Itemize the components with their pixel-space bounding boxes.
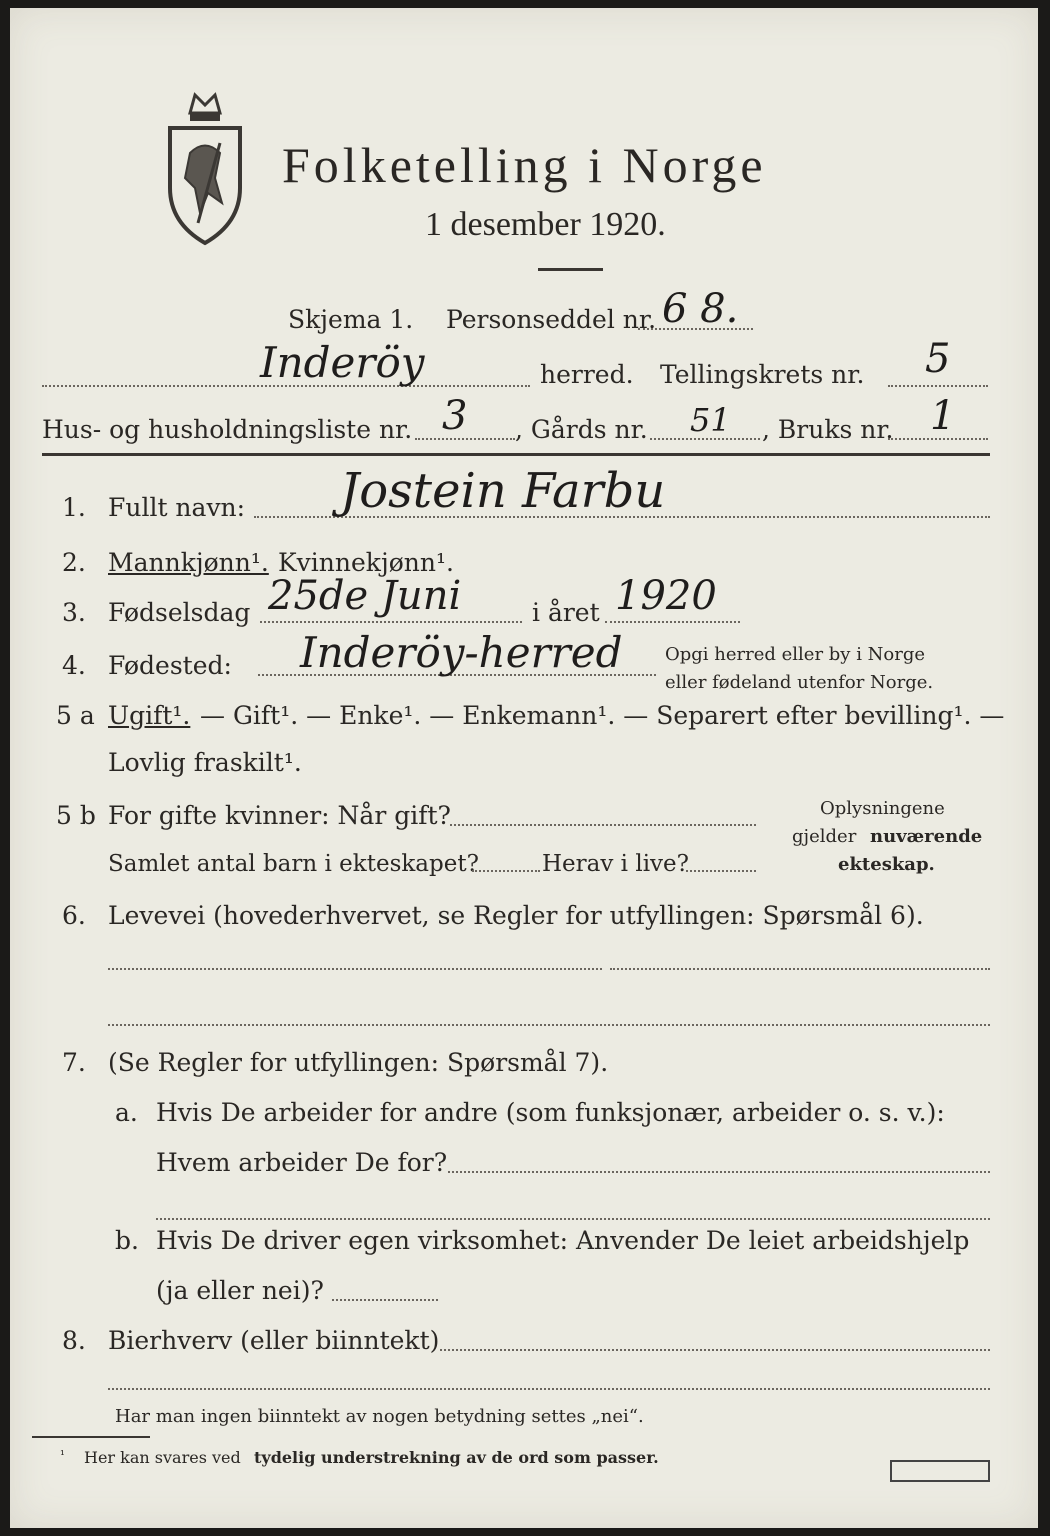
side-income-note: Har man ingen biinntekt av nogen betydning settes „nei“. xyxy=(115,1406,644,1427)
tellingskrets-value: 5 xyxy=(925,336,951,382)
footnote-text-b: tydelig understrekning av de ord som passer. xyxy=(254,1448,659,1467)
hired-help-label: (ja eller nei)? xyxy=(156,1276,324,1305)
tellingskrets-label: Tellingskrets nr. xyxy=(660,360,865,389)
q6-number: 6. xyxy=(62,901,86,930)
occupation-field-1a[interactable] xyxy=(108,968,602,970)
herred-label: herred. xyxy=(540,360,634,389)
q7-number: 7. xyxy=(62,1048,86,1077)
q7a-label: Hvis De arbeider for andre (som funksjonær, arbeider o. s. v.): xyxy=(156,1098,945,1127)
printer-stamp-icon xyxy=(890,1460,990,1482)
footnote-rule xyxy=(32,1436,150,1438)
footnote-mark: ¹ xyxy=(60,1448,65,1462)
birthday-value: 25de Juni xyxy=(268,573,462,619)
q5b-number: 5 b xyxy=(56,801,96,830)
header-rule xyxy=(42,453,990,456)
male-option[interactable]: Mannkjønn¹. xyxy=(108,548,269,577)
q3-year-label: i året xyxy=(532,598,600,627)
children-field[interactable] xyxy=(472,870,540,872)
q7-label: (Se Regler for utfyllingen: Spørsmål 7). xyxy=(108,1048,609,1077)
footnote-text-a: Her kan svares ved xyxy=(84,1448,241,1467)
gards-value: 51 xyxy=(690,401,731,439)
household-list-label: Hus- og husholdningsliste nr. xyxy=(42,415,413,444)
personseddel-value: 6 8. xyxy=(662,286,739,332)
side-income-field-2[interactable] xyxy=(108,1388,990,1390)
q3-number: 3. xyxy=(62,598,86,627)
q2-number: 2. xyxy=(62,548,86,577)
q5a-number: 5 a xyxy=(56,701,95,730)
birthplace-value: Inderöy-herred xyxy=(300,628,623,677)
form-title: Folketelling i Norge xyxy=(282,137,767,193)
birthplace-note-2: eller fødeland utenfor Norge. xyxy=(665,672,934,693)
children-label: Samlet antal barn i ekteskapet? xyxy=(108,851,479,877)
female-option[interactable]: Kvinnekjønn¹. xyxy=(278,548,454,577)
q7b-label: Hvis De driver egen virksomhet: Anvender De leiet arbeidshjelp xyxy=(156,1226,970,1255)
hired-help-field[interactable] xyxy=(332,1299,438,1301)
schema-label: Skjema 1. xyxy=(288,305,414,334)
full-name-value: Jostein Farbu xyxy=(340,463,666,519)
employer-label: Hvem arbeider De for? xyxy=(156,1148,448,1177)
q7a-letter: a. xyxy=(115,1098,138,1127)
unmarried-option[interactable]: Ugift¹. xyxy=(108,701,191,730)
occupation-field-1b[interactable] xyxy=(610,968,990,970)
census-form-page xyxy=(10,8,1038,1528)
living-field[interactable] xyxy=(686,870,756,872)
marriage-note-1: Oplysningene xyxy=(820,798,945,819)
gards-label: , Gårds nr. xyxy=(515,415,648,444)
tellingskrets-field[interactable] xyxy=(888,385,988,387)
q1-number: 1. xyxy=(62,493,86,522)
birthday-field[interactable] xyxy=(260,621,522,623)
title-divider xyxy=(538,268,603,271)
q7b-letter: b. xyxy=(115,1226,139,1255)
occupation-field-2[interactable] xyxy=(108,1024,990,1026)
q1-label: Fullt navn: xyxy=(108,493,246,522)
birth-year-field[interactable] xyxy=(605,621,740,623)
q5b-label: For gifte kvinner: Når gift? xyxy=(108,801,451,830)
q3-label: Fødselsdag xyxy=(108,598,251,627)
q4-number: 4. xyxy=(62,651,86,680)
bruks-label: , Bruks nr. xyxy=(762,415,894,444)
employer-field-2[interactable] xyxy=(156,1218,990,1220)
q6-label: Levevei (hovederhvervet, se Regler for utfyllingen: Spørsmål 6). xyxy=(108,901,924,930)
coat-of-arms-icon xyxy=(160,83,250,248)
side-income-field[interactable] xyxy=(440,1349,990,1351)
marital-options[interactable]: — Gift¹. — Enke¹. — Enkemann¹. — Separert efter bevilling¹. — xyxy=(200,701,1005,730)
q8-number: 8. xyxy=(62,1326,86,1355)
marriage-note-2b: nuværende xyxy=(870,826,983,847)
household-list-value: 3 xyxy=(442,393,468,439)
employer-field[interactable] xyxy=(448,1171,990,1173)
marriage-note-3: ekteskap. xyxy=(838,854,935,875)
birth-year-value: 1920 xyxy=(615,573,717,619)
living-label: Herav i live? xyxy=(542,851,689,877)
census-date: 1 desember 1920. xyxy=(425,206,666,243)
marriage-note-2a: gjelder xyxy=(792,826,857,847)
birthplace-note-1: Opgi herred eller by i Norge xyxy=(665,644,926,665)
divorced-option[interactable]: Lovlig fraskilt¹. xyxy=(108,748,302,777)
bruks-value: 1 xyxy=(930,393,956,439)
herred-value: Inderöy xyxy=(260,338,425,387)
q8-label: Bierhverv (eller biinntekt) xyxy=(108,1326,440,1355)
married-when-field[interactable] xyxy=(450,824,756,826)
personseddel-label: Personseddel nr. xyxy=(446,305,657,334)
q4-label: Fødested: xyxy=(108,651,232,680)
